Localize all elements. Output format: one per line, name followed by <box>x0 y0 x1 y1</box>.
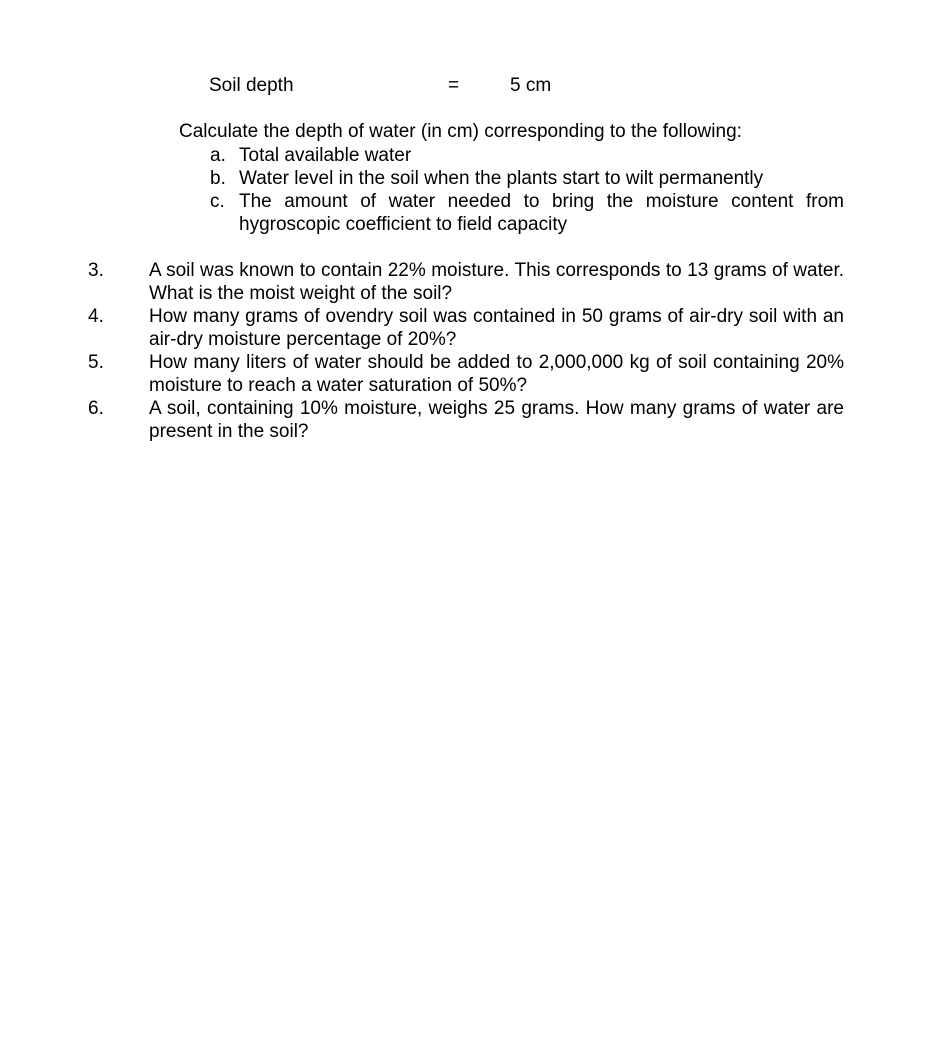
item-letter: a. <box>210 145 226 166</box>
item-letter: b. <box>210 168 226 189</box>
item-letter: c. <box>210 191 225 212</box>
question-6 <box>88 397 844 443</box>
calculate-item-c <box>210 190 844 236</box>
question-3 <box>88 259 844 305</box>
soil-depth-label: Soil depth <box>209 75 294 96</box>
question-number: 3. <box>88 260 104 281</box>
calculate-item-b <box>210 167 844 190</box>
question-text: A soil, containing 10% moisture, weighs 25 grams. How many grams of water are present in the soil? <box>149 398 844 442</box>
calculate-intro: Calculate the depth of water (in cm) corresponding to the following: <box>179 121 742 142</box>
question-number: 6. <box>88 398 104 419</box>
question-number: 4. <box>88 306 104 327</box>
item-text: The amount of water needed to bring the moisture content from hygroscopic coefficient to field capacity <box>239 191 844 235</box>
item-text: Total available water <box>239 145 412 166</box>
question-text: How many grams of ovendry soil was contained in 50 grams of air-dry soil with an air-dry moisture percentage of 20%? <box>149 306 844 350</box>
soil-depth-equals: = <box>448 75 460 96</box>
question-text: A soil was known to contain 22% moisture. This corresponds to 13 grams of water. What is the moist weight of the soil? <box>149 260 844 304</box>
item-text: Water level in the soil when the plants start to wilt permanently <box>239 168 764 189</box>
question-number: 5. <box>88 352 104 373</box>
calculate-item-a <box>210 144 844 167</box>
question-4 <box>88 305 844 351</box>
soil-depth-value: 5 cm <box>510 75 552 96</box>
question-text: How many liters of water should be added to 2,000,000 kg of soil containing 20% moisture to reach a water saturation of 50%? <box>149 352 844 396</box>
question-5 <box>88 351 844 397</box>
